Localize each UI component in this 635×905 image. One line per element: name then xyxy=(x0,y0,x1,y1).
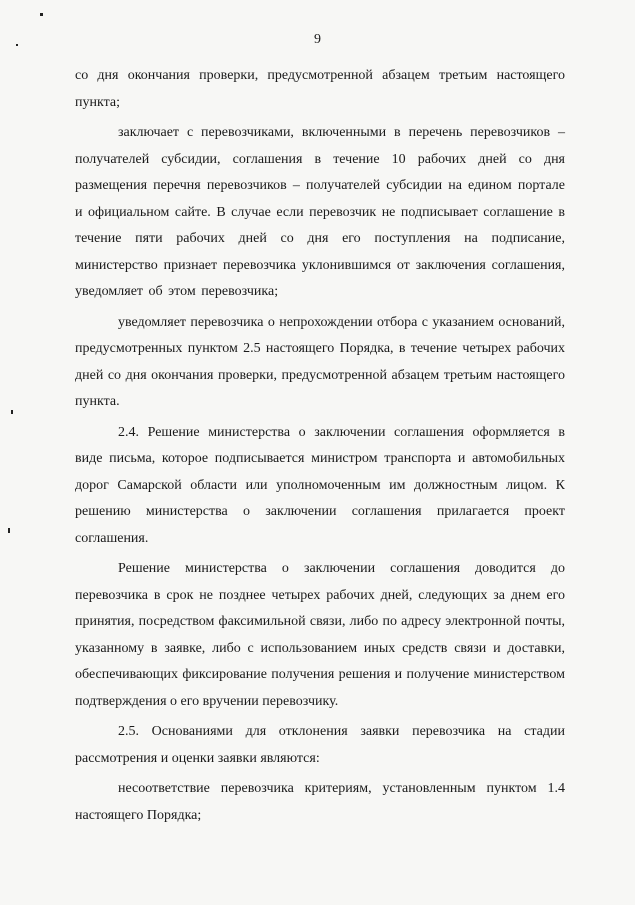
paragraph: Решение министерства о заключении соглашения доводится до перевозчика в срок не позднее четырех рабочих дней, следующих за днем его принятия, посредством факсимильной связи, либо по адресу электронной почты, указанному в заявке, либо с использованием иных средств связи и доставки, обеспечивающих фиксирование получения решения и получение министерством подтверждения о его вручении перевозчику. xyxy=(75,561,565,709)
paragraph: уведомляет перевозчика о непрохождении отбора с указанием оснований, предусмотренных пунктом 2.5 настоящего Порядка, в течение четырех рабочих дней со дня окончания проверки, предусмотренной абзацем третьим настоящего пункта. xyxy=(75,314,565,409)
scan-speck xyxy=(8,528,10,533)
scan-speck xyxy=(11,410,13,414)
paragraph: 2.5. Основаниями для отклонения заявки перевозчика на стадии рассмотрения и оценки заявки являются: xyxy=(75,724,565,766)
page-number: 9 xyxy=(314,32,321,47)
paragraph: со дня окончания проверки, предусмотренной абзацем третьим настоящего пункта; xyxy=(75,68,565,110)
document-body xyxy=(75,63,565,833)
paragraph: 2.4. Решение министерства о заключении соглашения оформляется в виде письма, которое подписывается министром транспорта и автомобильных дорог Самарской области или уполномоченным им должностным лицом. К решению министерства о заключении соглашения прилагается проект соглашения. xyxy=(75,424,565,546)
paragraph: несоответствие перевозчика критериям, установленным пунктом 1.4 настоящего Порядка; xyxy=(75,781,565,823)
paragraph: заключает с перевозчиками, включенными в перечень перевозчиков – получателей субсидии, соглашения в течение 10 рабочих дней со дня размещения перечня перевозчиков – получателей субсидии на едином портале и официальном сайте. В случае если перевозчик не подписывает соглашение в течение пяти рабочих дней со дня его поступления на подписание, министерство признает перевозчика уклонившимся от заключения соглашения, уведомляет об этом перевозчика; xyxy=(75,125,565,299)
scan-speck xyxy=(40,13,43,16)
